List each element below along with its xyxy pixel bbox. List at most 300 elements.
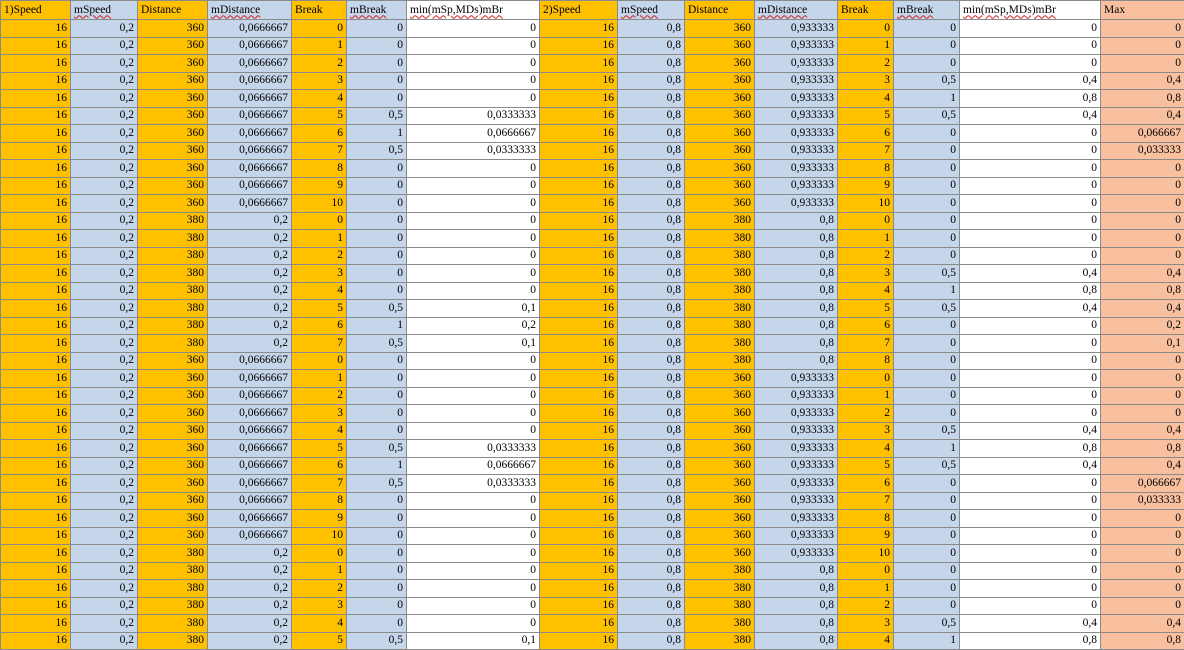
cell-mbreak-2[interactable]: 0 (894, 317, 960, 335)
cell-mdistance-1[interactable]: 0,2 (208, 212, 292, 230)
cell-min-2[interactable]: 0 (960, 492, 1101, 510)
cell-max[interactable]: 0 (1101, 545, 1184, 563)
cell-mbreak-1[interactable]: 0 (347, 492, 407, 510)
cell-mbreak-2[interactable]: 1 (894, 632, 960, 650)
cell-distance-1[interactable]: 360 (138, 405, 208, 423)
cell-distance-2[interactable]: 360 (685, 422, 755, 440)
cell-speed-2[interactable]: 16 (540, 422, 618, 440)
cell-mspeed-2[interactable]: 0,8 (618, 212, 685, 230)
cell-break-1[interactable]: 2 (292, 55, 347, 73)
cell-mdistance-2[interactable]: 0,933333 (755, 125, 838, 143)
cell-mdistance-2[interactable]: 0,8 (755, 212, 838, 230)
cell-speed-2[interactable]: 16 (540, 72, 618, 90)
cell-mdistance-2[interactable]: 0,933333 (755, 90, 838, 108)
cell-distance-1[interactable]: 360 (138, 125, 208, 143)
cell-mbreak-1[interactable]: 0 (347, 422, 407, 440)
cell-break-1[interactable]: 7 (292, 142, 347, 160)
cell-mspeed-2[interactable]: 0,8 (618, 177, 685, 195)
cell-mspeed-1[interactable]: 0,2 (71, 20, 138, 38)
cell-distance-1[interactable]: 360 (138, 20, 208, 38)
cell-distance-2[interactable]: 380 (685, 212, 755, 230)
cell-mspeed-1[interactable]: 0,2 (71, 317, 138, 335)
cell-min-1[interactable]: 0 (407, 265, 540, 283)
cell-mspeed-1[interactable]: 0,2 (71, 247, 138, 265)
cell-mbreak-1[interactable]: 0 (347, 265, 407, 283)
cell-speed-2[interactable]: 16 (540, 597, 618, 615)
cell-mdistance-2[interactable]: 0,933333 (755, 475, 838, 493)
cell-mbreak-2[interactable]: 0 (894, 475, 960, 493)
cell-break-1[interactable]: 7 (292, 475, 347, 493)
cell-speed-1[interactable]: 16 (1, 90, 71, 108)
cell-mspeed-1[interactable]: 0,2 (71, 457, 138, 475)
cell-speed-1[interactable]: 16 (1, 405, 71, 423)
header-break-1[interactable]: Break (292, 1, 347, 20)
cell-min-2[interactable]: 0,8 (960, 632, 1101, 650)
cell-mbreak-2[interactable]: 0 (894, 212, 960, 230)
header-speed-1[interactable]: 1)Speed (1, 1, 71, 20)
cell-distance-1[interactable]: 360 (138, 352, 208, 370)
cell-distance-1[interactable]: 360 (138, 370, 208, 388)
cell-mspeed-1[interactable]: 0,2 (71, 440, 138, 458)
cell-mbreak-2[interactable]: 0 (894, 55, 960, 73)
cell-break-1[interactable]: 1 (292, 230, 347, 248)
cell-mspeed-2[interactable]: 0,8 (618, 90, 685, 108)
cell-min-2[interactable]: 0 (960, 55, 1101, 73)
cell-mspeed-2[interactable]: 0,8 (618, 492, 685, 510)
cell-speed-1[interactable]: 16 (1, 597, 71, 615)
cell-break-2[interactable]: 4 (838, 282, 894, 300)
cell-min-1[interactable]: 0 (407, 580, 540, 598)
cell-mbreak-1[interactable]: 0 (347, 37, 407, 55)
cell-speed-1[interactable]: 16 (1, 20, 71, 38)
cell-mdistance-2[interactable]: 0,8 (755, 597, 838, 615)
cell-mdistance-2[interactable]: 0,8 (755, 265, 838, 283)
cell-distance-2[interactable]: 360 (685, 20, 755, 38)
cell-speed-2[interactable]: 16 (540, 55, 618, 73)
cell-mdistance-1[interactable]: 0,2 (208, 597, 292, 615)
cell-distance-2[interactable]: 360 (685, 475, 755, 493)
cell-distance-2[interactable]: 360 (685, 90, 755, 108)
cell-mbreak-2[interactable]: 0 (894, 580, 960, 598)
cell-mdistance-1[interactable]: 0,0666667 (208, 440, 292, 458)
cell-min-2[interactable]: 0 (960, 177, 1101, 195)
cell-distance-1[interactable]: 360 (138, 55, 208, 73)
cell-distance-1[interactable]: 360 (138, 142, 208, 160)
cell-distance-2[interactable]: 360 (685, 387, 755, 405)
cell-mdistance-2[interactable]: 0,8 (755, 335, 838, 353)
cell-break-1[interactable]: 3 (292, 405, 347, 423)
cell-mdistance-2[interactable]: 0,933333 (755, 545, 838, 563)
cell-mspeed-1[interactable]: 0,2 (71, 492, 138, 510)
cell-speed-1[interactable]: 16 (1, 55, 71, 73)
header-mbreak-1[interactable] (347, 1, 407, 20)
cell-mspeed-2[interactable]: 0,8 (618, 405, 685, 423)
cell-min-2[interactable]: 0,8 (960, 440, 1101, 458)
cell-mbreak-1[interactable]: 0,5 (347, 632, 407, 650)
cell-mbreak-2[interactable]: 0 (894, 510, 960, 528)
cell-min-1[interactable]: 0,0333333 (407, 440, 540, 458)
cell-speed-1[interactable]: 16 (1, 387, 71, 405)
cell-distance-2[interactable]: 380 (685, 335, 755, 353)
cell-distance-1[interactable]: 360 (138, 422, 208, 440)
cell-break-2[interactable]: 0 (838, 212, 894, 230)
cell-break-1[interactable]: 3 (292, 265, 347, 283)
cell-mspeed-2[interactable]: 0,8 (618, 160, 685, 178)
cell-speed-1[interactable]: 16 (1, 125, 71, 143)
cell-break-2[interactable]: 6 (838, 475, 894, 493)
cell-speed-2[interactable]: 16 (540, 352, 618, 370)
cell-mbreak-1[interactable]: 1 (347, 457, 407, 475)
cell-mdistance-2[interactable]: 0,933333 (755, 142, 838, 160)
cell-distance-2[interactable]: 360 (685, 370, 755, 388)
cell-max[interactable]: 0 (1101, 20, 1184, 38)
cell-mbreak-2[interactable]: 0 (894, 20, 960, 38)
cell-break-2[interactable]: 7 (838, 492, 894, 510)
cell-min-2[interactable]: 0 (960, 142, 1101, 160)
cell-distance-2[interactable]: 380 (685, 615, 755, 633)
cell-min-2[interactable]: 0,4 (960, 265, 1101, 283)
cell-mspeed-2[interactable]: 0,8 (618, 37, 685, 55)
cell-min-2[interactable]: 0 (960, 352, 1101, 370)
cell-speed-2[interactable]: 16 (540, 125, 618, 143)
cell-mbreak-2[interactable]: 0,5 (894, 615, 960, 633)
cell-mspeed-2[interactable]: 0,8 (618, 300, 685, 318)
cell-distance-2[interactable]: 360 (685, 457, 755, 475)
cell-mdistance-1[interactable]: 0,2 (208, 632, 292, 650)
cell-min-2[interactable]: 0 (960, 160, 1101, 178)
cell-mbreak-1[interactable]: 0 (347, 370, 407, 388)
cell-mbreak-2[interactable]: 0 (894, 195, 960, 213)
cell-mbreak-2[interactable]: 0 (894, 125, 960, 143)
cell-break-2[interactable]: 3 (838, 422, 894, 440)
cell-min-2[interactable]: 0 (960, 387, 1101, 405)
cell-mdistance-2[interactable]: 0,933333 (755, 527, 838, 545)
cell-mdistance-2[interactable]: 0,933333 (755, 422, 838, 440)
cell-mbreak-2[interactable]: 0 (894, 335, 960, 353)
cell-break-2[interactable]: 1 (838, 580, 894, 598)
cell-mdistance-2[interactable]: 0,933333 (755, 107, 838, 125)
cell-max[interactable]: 0,033333 (1101, 492, 1184, 510)
cell-mspeed-2[interactable]: 0,8 (618, 352, 685, 370)
cell-mspeed-2[interactable]: 0,8 (618, 317, 685, 335)
cell-mspeed-1[interactable]: 0,2 (71, 352, 138, 370)
cell-break-1[interactable]: 6 (292, 457, 347, 475)
cell-mbreak-2[interactable]: 0 (894, 352, 960, 370)
cell-distance-2[interactable]: 380 (685, 580, 755, 598)
header-distance-1[interactable]: Distance (138, 1, 208, 20)
cell-break-2[interactable]: 1 (838, 387, 894, 405)
cell-distance-2[interactable]: 360 (685, 125, 755, 143)
cell-break-2[interactable]: 6 (838, 125, 894, 143)
cell-speed-2[interactable]: 16 (540, 160, 618, 178)
cell-mbreak-1[interactable]: 0 (347, 247, 407, 265)
cell-mbreak-1[interactable]: 0 (347, 282, 407, 300)
cell-break-1[interactable]: 5 (292, 107, 347, 125)
cell-max[interactable]: 0 (1101, 527, 1184, 545)
cell-mbreak-2[interactable]: 0 (894, 492, 960, 510)
cell-speed-2[interactable]: 16 (540, 317, 618, 335)
cell-speed-1[interactable]: 16 (1, 527, 71, 545)
cell-speed-2[interactable]: 16 (540, 282, 618, 300)
cell-distance-2[interactable]: 360 (685, 160, 755, 178)
cell-min-1[interactable]: 0,0333333 (407, 107, 540, 125)
cell-distance-1[interactable]: 360 (138, 457, 208, 475)
cell-mdistance-1[interactable]: 0,2 (208, 335, 292, 353)
cell-mspeed-1[interactable]: 0,2 (71, 527, 138, 545)
cell-break-1[interactable]: 10 (292, 527, 347, 545)
cell-speed-2[interactable]: 16 (540, 492, 618, 510)
cell-min-1[interactable]: 0,0333333 (407, 142, 540, 160)
cell-break-2[interactable]: 1 (838, 37, 894, 55)
cell-speed-2[interactable]: 16 (540, 335, 618, 353)
cell-distance-2[interactable]: 380 (685, 265, 755, 283)
cell-min-1[interactable]: 0,2 (407, 317, 540, 335)
cell-distance-1[interactable]: 380 (138, 247, 208, 265)
cell-speed-2[interactable]: 16 (540, 107, 618, 125)
cell-speed-2[interactable]: 16 (540, 475, 618, 493)
cell-min-2[interactable]: 0 (960, 195, 1101, 213)
cell-mbreak-1[interactable]: 0 (347, 580, 407, 598)
cell-break-1[interactable]: 1 (292, 37, 347, 55)
cell-mspeed-1[interactable]: 0,2 (71, 195, 138, 213)
cell-speed-1[interactable]: 16 (1, 475, 71, 493)
cell-mspeed-2[interactable]: 0,8 (618, 597, 685, 615)
cell-break-2[interactable]: 2 (838, 405, 894, 423)
cell-mbreak-1[interactable]: 0 (347, 615, 407, 633)
cell-mspeed-1[interactable]: 0,2 (71, 475, 138, 493)
cell-mbreak-2[interactable]: 0 (894, 405, 960, 423)
cell-mspeed-1[interactable]: 0,2 (71, 632, 138, 650)
cell-mbreak-1[interactable]: 0 (347, 160, 407, 178)
cell-min-1[interactable]: 0 (407, 177, 540, 195)
cell-mspeed-2[interactable]: 0,8 (618, 72, 685, 90)
cell-mdistance-1[interactable]: 0,0666667 (208, 160, 292, 178)
cell-distance-1[interactable]: 360 (138, 492, 208, 510)
cell-distance-1[interactable]: 380 (138, 632, 208, 650)
cell-mdistance-1[interactable]: 0,0666667 (208, 527, 292, 545)
cell-distance-2[interactable]: 360 (685, 72, 755, 90)
cell-max[interactable]: 0,4 (1101, 300, 1184, 318)
cell-distance-2[interactable]: 360 (685, 405, 755, 423)
cell-mdistance-1[interactable]: 0,0666667 (208, 107, 292, 125)
cell-mspeed-1[interactable]: 0,2 (71, 615, 138, 633)
cell-max[interactable]: 0,033333 (1101, 142, 1184, 160)
cell-distance-1[interactable]: 360 (138, 510, 208, 528)
cell-min-2[interactable]: 0 (960, 212, 1101, 230)
cell-mbreak-2[interactable]: 1 (894, 282, 960, 300)
cell-break-1[interactable]: 4 (292, 282, 347, 300)
cell-min-1[interactable]: 0,1 (407, 300, 540, 318)
cell-mbreak-1[interactable]: 1 (347, 317, 407, 335)
cell-distance-1[interactable]: 360 (138, 90, 208, 108)
cell-min-2[interactable]: 0 (960, 527, 1101, 545)
cell-break-1[interactable]: 5 (292, 440, 347, 458)
cell-speed-1[interactable]: 16 (1, 230, 71, 248)
cell-distance-1[interactable]: 360 (138, 195, 208, 213)
cell-min-1[interactable]: 0 (407, 230, 540, 248)
cell-max[interactable]: 0,4 (1101, 457, 1184, 475)
cell-distance-1[interactable]: 360 (138, 387, 208, 405)
cell-distance-1[interactable]: 380 (138, 265, 208, 283)
cell-mdistance-2[interactable]: 0,8 (755, 247, 838, 265)
cell-speed-1[interactable]: 16 (1, 195, 71, 213)
cell-mbreak-2[interactable]: 0 (894, 597, 960, 615)
cell-mbreak-2[interactable]: 0 (894, 545, 960, 563)
cell-break-2[interactable]: 7 (838, 142, 894, 160)
cell-mbreak-2[interactable]: 0 (894, 37, 960, 55)
cell-mspeed-1[interactable]: 0,2 (71, 90, 138, 108)
cell-distance-1[interactable]: 360 (138, 37, 208, 55)
cell-mbreak-1[interactable]: 0,5 (347, 475, 407, 493)
cell-distance-1[interactable]: 360 (138, 107, 208, 125)
cell-break-2[interactable]: 5 (838, 107, 894, 125)
cell-min-2[interactable]: 0 (960, 125, 1101, 143)
cell-min-1[interactable]: 0 (407, 90, 540, 108)
cell-speed-1[interactable]: 16 (1, 370, 71, 388)
cell-mspeed-1[interactable]: 0,2 (71, 282, 138, 300)
cell-break-1[interactable]: 0 (292, 545, 347, 563)
cell-max[interactable]: 0,8 (1101, 440, 1184, 458)
cell-distance-1[interactable]: 380 (138, 615, 208, 633)
cell-mspeed-1[interactable]: 0,2 (71, 387, 138, 405)
cell-distance-1[interactable]: 360 (138, 440, 208, 458)
cell-mspeed-1[interactable]: 0,2 (71, 230, 138, 248)
cell-distance-2[interactable]: 360 (685, 510, 755, 528)
cell-min-1[interactable]: 0 (407, 160, 540, 178)
cell-break-2[interactable]: 0 (838, 20, 894, 38)
cell-distance-1[interactable]: 380 (138, 230, 208, 248)
cell-min-1[interactable]: 0 (407, 72, 540, 90)
cell-max[interactable]: 0 (1101, 55, 1184, 73)
cell-speed-2[interactable]: 16 (540, 195, 618, 213)
cell-break-1[interactable]: 2 (292, 387, 347, 405)
cell-min-2[interactable]: 0 (960, 317, 1101, 335)
cell-break-2[interactable]: 0 (838, 370, 894, 388)
cell-break-2[interactable]: 2 (838, 247, 894, 265)
cell-min-1[interactable]: 0 (407, 597, 540, 615)
cell-mdistance-2[interactable]: 0,933333 (755, 457, 838, 475)
cell-max[interactable]: 0,8 (1101, 90, 1184, 108)
cell-mspeed-1[interactable]: 0,2 (71, 597, 138, 615)
header-mspeed-2[interactable] (618, 1, 685, 20)
cell-speed-2[interactable]: 16 (540, 20, 618, 38)
cell-min-2[interactable]: 0,8 (960, 90, 1101, 108)
cell-min-1[interactable]: 0 (407, 37, 540, 55)
cell-speed-2[interactable]: 16 (540, 300, 618, 318)
cell-distance-2[interactable]: 380 (685, 597, 755, 615)
cell-mbreak-1[interactable]: 0 (347, 597, 407, 615)
cell-min-1[interactable]: 0,0666667 (407, 457, 540, 475)
cell-break-1[interactable]: 6 (292, 125, 347, 143)
cell-mdistance-1[interactable]: 0,0666667 (208, 195, 292, 213)
cell-min-2[interactable]: 0 (960, 510, 1101, 528)
cell-speed-1[interactable]: 16 (1, 580, 71, 598)
cell-mbreak-1[interactable]: 0,5 (347, 300, 407, 318)
cell-mbreak-1[interactable]: 0 (347, 177, 407, 195)
cell-mbreak-1[interactable]: 0 (347, 20, 407, 38)
cell-distance-2[interactable]: 380 (685, 317, 755, 335)
cell-distance-1[interactable]: 360 (138, 72, 208, 90)
cell-break-1[interactable]: 2 (292, 247, 347, 265)
cell-mdistance-1[interactable]: 0,0666667 (208, 457, 292, 475)
cell-mdistance-1[interactable]: 0,0666667 (208, 37, 292, 55)
cell-mdistance-2[interactable]: 0,933333 (755, 405, 838, 423)
cell-mdistance-2[interactable]: 0,933333 (755, 37, 838, 55)
cell-min-2[interactable]: 0 (960, 597, 1101, 615)
cell-min-1[interactable]: 0 (407, 422, 540, 440)
cell-min-1[interactable]: 0 (407, 195, 540, 213)
cell-speed-1[interactable]: 16 (1, 457, 71, 475)
cell-mdistance-2[interactable]: 0,8 (755, 615, 838, 633)
cell-speed-2[interactable]: 16 (540, 580, 618, 598)
cell-min-1[interactable]: 0,1 (407, 632, 540, 650)
cell-mdistance-2[interactable]: 0,8 (755, 580, 838, 598)
cell-speed-2[interactable]: 16 (540, 457, 618, 475)
cell-speed-2[interactable]: 16 (540, 265, 618, 283)
cell-break-1[interactable]: 9 (292, 177, 347, 195)
cell-min-2[interactable]: 0 (960, 545, 1101, 563)
header-speed-2[interactable]: 2)Speed (540, 1, 618, 20)
cell-speed-2[interactable]: 16 (540, 230, 618, 248)
cell-speed-1[interactable]: 16 (1, 545, 71, 563)
cell-mbreak-2[interactable]: 1 (894, 440, 960, 458)
cell-mdistance-1[interactable]: 0,0666667 (208, 55, 292, 73)
cell-mbreak-2[interactable]: 0 (894, 247, 960, 265)
cell-mspeed-2[interactable]: 0,8 (618, 370, 685, 388)
cell-distance-2[interactable]: 380 (685, 247, 755, 265)
cell-mbreak-2[interactable]: 0 (894, 142, 960, 160)
cell-max[interactable]: 0 (1101, 160, 1184, 178)
cell-mspeed-1[interactable]: 0,2 (71, 335, 138, 353)
cell-mspeed-1[interactable]: 0,2 (71, 160, 138, 178)
cell-break-1[interactable]: 7 (292, 335, 347, 353)
cell-speed-2[interactable]: 16 (540, 405, 618, 423)
cell-mdistance-2[interactable]: 0,933333 (755, 195, 838, 213)
cell-max[interactable]: 0,8 (1101, 282, 1184, 300)
cell-break-2[interactable]: 0 (838, 562, 894, 580)
cell-mdistance-2[interactable]: 0,933333 (755, 510, 838, 528)
cell-max[interactable]: 0,4 (1101, 265, 1184, 283)
cell-max[interactable]: 0,066667 (1101, 475, 1184, 493)
cell-speed-1[interactable]: 16 (1, 562, 71, 580)
cell-speed-1[interactable]: 16 (1, 212, 71, 230)
cell-speed-1[interactable]: 16 (1, 160, 71, 178)
cell-distance-1[interactable]: 380 (138, 317, 208, 335)
cell-mdistance-1[interactable]: 0,0666667 (208, 90, 292, 108)
cell-break-2[interactable]: 4 (838, 632, 894, 650)
cell-min-2[interactable]: 0 (960, 580, 1101, 598)
cell-mdistance-1[interactable]: 0,2 (208, 282, 292, 300)
cell-mspeed-2[interactable]: 0,8 (618, 422, 685, 440)
cell-speed-2[interactable]: 16 (540, 177, 618, 195)
cell-mspeed-2[interactable]: 0,8 (618, 475, 685, 493)
cell-mspeed-1[interactable]: 0,2 (71, 37, 138, 55)
cell-mspeed-2[interactable]: 0,8 (618, 440, 685, 458)
cell-distance-2[interactable]: 360 (685, 527, 755, 545)
cell-mdistance-1[interactable]: 0,2 (208, 545, 292, 563)
cell-mspeed-1[interactable]: 0,2 (71, 125, 138, 143)
cell-max[interactable]: 0,066667 (1101, 125, 1184, 143)
cell-mdistance-1[interactable]: 0,0666667 (208, 492, 292, 510)
cell-min-1[interactable]: 0 (407, 545, 540, 563)
header-distance-2[interactable]: Distance (685, 1, 755, 20)
cell-break-1[interactable]: 3 (292, 72, 347, 90)
cell-mbreak-1[interactable]: 0,5 (347, 335, 407, 353)
cell-speed-1[interactable]: 16 (1, 72, 71, 90)
cell-min-2[interactable]: 0 (960, 230, 1101, 248)
cell-max[interactable]: 0 (1101, 247, 1184, 265)
cell-min-2[interactable]: 0 (960, 247, 1101, 265)
